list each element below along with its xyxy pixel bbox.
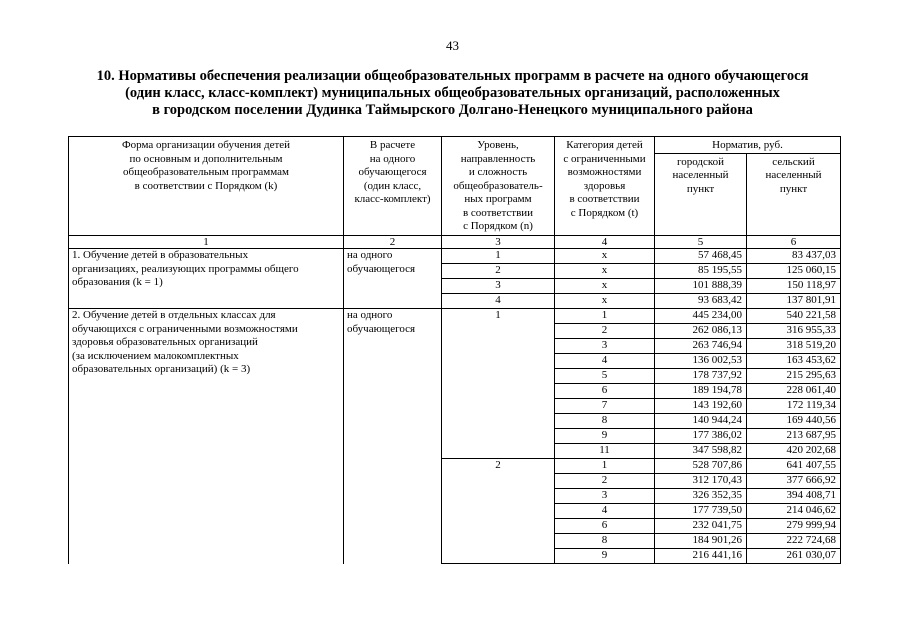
rural-value: 172 119,34 — [747, 399, 841, 414]
per-cell: на одного обучающегося — [344, 309, 442, 564]
urban-value: 140 944,24 — [655, 414, 747, 429]
header-rural: сельский населенный пункт — [747, 153, 841, 236]
rural-value: 150 118,97 — [747, 279, 841, 294]
table-row — [69, 309, 841, 324]
column-number: 2 — [344, 236, 442, 249]
column-number: 4 — [555, 236, 655, 249]
category-cell: 8 — [555, 414, 655, 429]
rural-value: 394 408,71 — [747, 489, 841, 504]
urban-value: 262 086,13 — [655, 324, 747, 339]
category-cell: 8 — [555, 534, 655, 549]
rural-value: 215 295,63 — [747, 369, 841, 384]
level-cell: 2 — [442, 264, 555, 279]
header-per: В расчете на одного обучающегося (один класс, класс-комплект) — [344, 137, 442, 236]
category-cell: 1 — [555, 309, 655, 324]
urban-value: 57 468,45 — [655, 249, 747, 264]
level-cell: 3 — [442, 279, 555, 294]
rural-value: 163 453,62 — [747, 354, 841, 369]
header-form: Форма организации обучения детей по основным и дополнительным общеобразовательным программам в соответствии с Порядком (k) — [69, 137, 344, 236]
urban-value: 263 746,94 — [655, 339, 747, 354]
urban-value: 177 739,50 — [655, 504, 747, 519]
rural-value: 261 030,07 — [747, 549, 841, 564]
rural-value: 377 666,92 — [747, 474, 841, 489]
rural-value: 169 440,56 — [747, 414, 841, 429]
header-level: Уровень, направленность и сложность общеобразователь- ных программ в соответствии с Порядком (n) — [442, 137, 555, 236]
level-cell: 4 — [442, 294, 555, 309]
urban-value: 85 195,55 — [655, 264, 747, 279]
rural-value: 316 955,33 — [747, 324, 841, 339]
column-number: 1 — [69, 236, 344, 249]
rural-value: 641 407,55 — [747, 459, 841, 474]
rural-value: 228 061,40 — [747, 384, 841, 399]
category-cell: х — [555, 264, 655, 279]
urban-value: 101 888,39 — [655, 279, 747, 294]
urban-value: 326 352,35 — [655, 489, 747, 504]
column-number: 6 — [747, 236, 841, 249]
form-cell: 1. Обучение детей в образовательных организациях, реализующих программы общего образования (k = 1) — [69, 249, 344, 309]
category-cell: 6 — [555, 384, 655, 399]
category-cell: 3 — [555, 489, 655, 504]
urban-value: 216 441,16 — [655, 549, 747, 564]
rural-value: 137 801,91 — [747, 294, 841, 309]
table-row — [69, 249, 841, 264]
level-cell: 1 — [442, 309, 555, 459]
urban-value: 184 901,26 — [655, 534, 747, 549]
rural-value: 540 221,58 — [747, 309, 841, 324]
urban-value: 347 598,82 — [655, 444, 747, 459]
category-cell: 2 — [555, 324, 655, 339]
rural-value: 213 687,95 — [747, 429, 841, 444]
category-cell: 3 — [555, 339, 655, 354]
category-cell: х — [555, 279, 655, 294]
category-cell: 1 — [555, 459, 655, 474]
title-line-3: в городском поселении Дудинка Таймырского Долгано-Ненецкого муниципального района — [152, 102, 753, 118]
rural-value: 318 519,20 — [747, 339, 841, 354]
category-cell: х — [555, 249, 655, 264]
urban-value: 177 386,02 — [655, 429, 747, 444]
header-norm: Норматив, руб. — [655, 137, 841, 154]
urban-value: 528 707,86 — [655, 459, 747, 474]
urban-value: 312 170,43 — [655, 474, 747, 489]
column-number: 5 — [655, 236, 747, 249]
title-line-1: 10. Нормативы обеспечения реализации общеобразовательных программ в расчете на одного обучающегося — [96, 68, 809, 84]
normatives-table — [68, 136, 841, 564]
urban-value: 93 683,42 — [655, 294, 747, 309]
document-title — [60, 68, 845, 119]
urban-value: 232 041,75 — [655, 519, 747, 534]
rural-value: 125 060,15 — [747, 264, 841, 279]
urban-value: 445 234,00 — [655, 309, 747, 324]
category-cell: 4 — [555, 354, 655, 369]
level-cell: 2 — [442, 459, 555, 564]
category-cell: 2 — [555, 474, 655, 489]
category-cell: 7 — [555, 399, 655, 414]
category-cell: 5 — [555, 369, 655, 384]
category-cell: 9 — [555, 549, 655, 564]
level-cell: 1 — [442, 249, 555, 264]
urban-value: 189 194,78 — [655, 384, 747, 399]
per-cell: на одного обучающегося — [344, 249, 442, 309]
category-cell: 4 — [555, 504, 655, 519]
urban-value: 136 002,53 — [655, 354, 747, 369]
rural-value: 420 202,68 — [747, 444, 841, 459]
category-cell: 6 — [555, 519, 655, 534]
column-number: 3 — [442, 236, 555, 249]
rural-value: 279 999,94 — [747, 519, 841, 534]
rural-value: 214 046,62 — [747, 504, 841, 519]
urban-value: 178 737,92 — [655, 369, 747, 384]
category-cell: х — [555, 294, 655, 309]
header-urban: городской населенный пункт — [655, 153, 747, 236]
page-number: 43 — [446, 38, 459, 53]
rural-value: 222 724,68 — [747, 534, 841, 549]
header-category: Категория детей с ограниченными возможностями здоровья в соответствии с Порядком (t) — [555, 137, 655, 236]
form-cell: 2. Обучение детей в отдельных классах для обучающихся с ограниченными возможностями здоровья образовательных организаций (за исключением малокомплектных образовательных организаций) (k = 3) — [69, 309, 344, 564]
title-line-2: (один класс, класс-комплект) муниципальных общеобразовательных организаций, расположенных — [125, 85, 780, 101]
category-cell: 11 — [555, 444, 655, 459]
rural-value: 83 437,03 — [747, 249, 841, 264]
category-cell: 9 — [555, 429, 655, 444]
urban-value: 143 192,60 — [655, 399, 747, 414]
